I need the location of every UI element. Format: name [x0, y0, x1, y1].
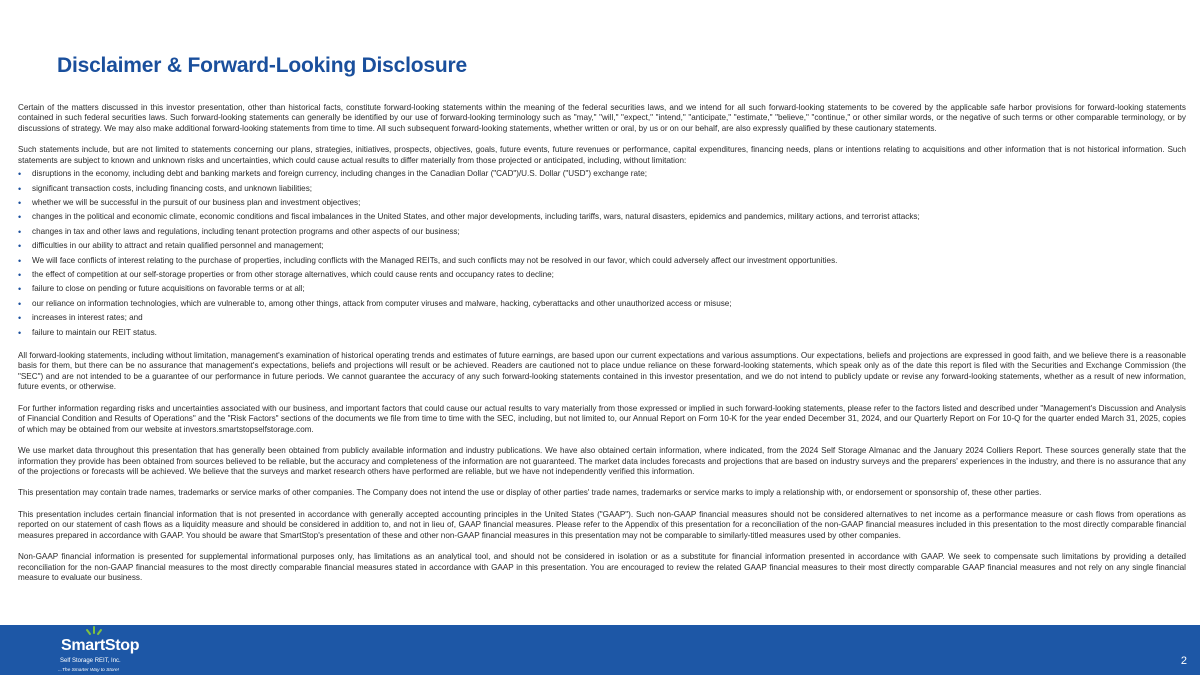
paragraph-non-gaap-limitations: Non-GAAP financial information is presented for supplemental informational purposes only, has limitations as an analytical tool, and should not be considered in isolation or as a substitute for financial information presented in accordance with GAAP. We seek to compensate such limitations by providing a detailed reconciliation for the non-GAAP financial measures to the most directly comparable financial measures stated in accordance with GAAP in this presentation. You are encouraged to review the related GAAP financial measures to their most directly comparable GAAP financial measures and not rely on any single financial measure to evaluate our business. [18, 552, 1186, 583]
bullet-icon: • [18, 241, 22, 252]
list-item [18, 268, 1186, 282]
bullet-icon: • [18, 198, 22, 209]
page-title: Disclaimer & Forward-Looking Disclosure [57, 54, 467, 77]
list-item-text: the effect of competition at our self-storage properties or from other storage alternatives, which could cause rents and occupancy rates to decline; [32, 270, 554, 279]
list-item [18, 326, 1186, 340]
footer-band [0, 625, 1200, 675]
bullet-icon: • [18, 284, 22, 295]
list-item-text: changes in the political and economic climate, economic conditions and fiscal imbalances in the United States, and other major developments, including tariffs, wars, natural disasters, epidemics and pandemics, military actions, and terrorist attacks; [32, 212, 920, 222]
list-item [18, 167, 1186, 181]
paragraph-non-gaap: This presentation includes certain financial information that is not presented in accordance with generally accepted accounting principles in the United States ("GAAP"). Such non-GAAP financial measures should not be considered alternatives to net income as a performance measure or cash flows from operations as reported on our statement of cash flows as a liquidity measure and should be considered in addition to, and not in lieu of, GAAP financial measures. Please refer to the Appendix of this presentation for a reconciliation of the non-GAAP financial measures included in this presentation to the most directly comparable financial measures prepared in accordance with GAAP. You should be aware that SmartStop's presentation of these and other non-GAAP financial measures in this presentation may not be comparable to similarly-titled measures used by other companies. [18, 509, 1186, 540]
list-item-text: disruptions in the economy, including debt and banking markets and foreign currency, including changes in the Canadian Dollar ("CAD")/U.S. Dollar ("USD") exchange rate; [32, 169, 648, 179]
list-item-text: changes in tax and other laws and regulations, including tenant protection programs and other aspects of our business; [32, 226, 460, 236]
logo-wordmark: SmartStop [61, 637, 140, 654]
spark-ray [98, 630, 101, 634]
bullet-icon: • [18, 270, 22, 280]
paragraph-further-info: For further information regarding risks and uncertainties associated with our business, and important factors that could cause our actual results to vary materially from those expressed or implied in such forward-looking statements, please refer to the factors listed and described under "Management's Discussion and Analysis of Financial Condition and Results of Operations" and the "Risk Factors" sections of the documents we file from time to time with the SEC, including, but not limited to, our Annual Report on Form 10-K for the year ended December 31, 2024, and our Quarterly Report on For 10-Q for the quarter ended March 31, 2025, copies of which may be obtained from our website at investors.smartstopselfstorage.com. [18, 403, 1186, 434]
list-item [18, 196, 1186, 210]
bullet-icon: • [18, 169, 22, 180]
bullet-icon: • [18, 327, 22, 338]
list-item-text: failure to maintain our REIT status. [32, 327, 157, 337]
bullet-icon: • [18, 298, 22, 309]
paragraph-expectations: All forward-looking statements, including without limitation, management's examination of historical operating trends and estimates of future earnings, are based upon our current expectations and various assumptions. Our expectations, beliefs and projections are expressed in good faith, and we believe there is a reasonable basis for them, but there can be no assurance that management's expectations, beliefs and projections will result or be achieved. Readers are cautioned not to place undue reliance on these forward-looking statements, which speak only as of the date this report is filed with the Securities and Exchange Commission (the "SEC") and are not intended to be a guarantee of our performance in future periods. We cannot guarantee the accuracy of any such forward-looking statements contained in this investor presentation, and we do not intend to publicly update or revise any forward-looking statements, whether as a result of new information, future events, or otherwise. [18, 350, 1186, 392]
risk-factor-list [18, 167, 1186, 340]
paragraph-risks-lead: Such statements include, but are not limited to statements concerning our plans, strategies, initiatives, prospects, objectives, goals, future events, future revenues or performance, capital expenditures, financing needs, plans or intentions relating to acquisitions and other information that is not historical information. Such statements are subject to known and unknown risks and uncertainties, which could cause actual results to differ materially from those projected or anticipated, including, without limitation: [18, 145, 1186, 165]
company-logo [0, 625, 198, 675]
list-item [18, 297, 1186, 311]
bullet-icon: • [18, 313, 22, 324]
list-item [18, 225, 1186, 239]
list-item [18, 311, 1186, 325]
bullet-icon: • [18, 255, 22, 266]
logo-subtitle: Self Storage REIT, Inc. [60, 658, 121, 664]
list-item-text: difficulties in our ability to attract and retain qualified personnel and management; [32, 241, 324, 251]
logo-tagline: ...The Smarter Way to Store! [58, 668, 119, 673]
bullet-icon: • [18, 183, 22, 194]
paragraph-intro: Certain of the matters discussed in this investor presentation, other than historical facts, constitute forward-looking statements within the meaning of the federal securities laws, and we intend for all such forward-looking statements to be covered by the applicable safe harbor provisions for forward-looking statements contained in such federal securities laws. Such forward-looking statements can generally be identified by our use of forward-looking terminology such as "may," "will," "expect," "intend," "anticipate," "estimate," "believe," "continue," or other similar words, or the negative of such terms or other comparable terminology, or by discussions of strategy. We may also make additional forward-looking statements from time to time. All such subsequent forward-looking statements, whether written or oral, by us or on our behalf, are also expressly qualified by these cautionary statements. [18, 103, 1186, 133]
list-item [18, 282, 1186, 296]
top-rule [0, 0, 1200, 4]
bullet-icon: • [18, 212, 22, 223]
paragraph-market-data: We use market data throughout this presentation that has generally been obtained from publicly available information and industry publications. We have also obtained certain information, where indicated, from the 2024 Self Storage Almanac and the January 2024 Colliers Report. These sources generally state that the information they provide has been obtained from sources believed to be reliable, but the accuracy and completeness of the information are not guaranteed. The market data includes forecasts and projections that are based on industry surveys and the preparers' experiences in the industry, and there is no assurance that any of the projections or forecasts will be achieved. We believe that the surveys and market research others have performed are reliable, but we have not independently verified this information. [18, 446, 1186, 477]
list-item [18, 210, 1186, 224]
page-number: 2 [1180, 655, 1187, 667]
list-item-text: whether we will be successful in the pursuit of our business plan and investment objectives; [32, 198, 361, 208]
spark-ray [87, 630, 90, 634]
list-item-text: our reliance on information technologies, which are vulnerable to, among other things, attack from computer viruses and malware, hacking, cyberattacks and other unauthorized access or misuse; [32, 298, 732, 308]
list-item [18, 182, 1186, 196]
list-item-text: significant transaction costs, including financing costs, and unknown liabilities; [32, 183, 313, 193]
list-item [18, 239, 1186, 253]
disclaimer-body [18, 103, 1186, 595]
bullet-icon: • [18, 226, 22, 237]
list-item [18, 254, 1186, 268]
list-item-text: We will face conflicts of interest relating to the purchase of properties, including conflicts with the Managed REITs, and such conflicts may not be resolved in our favor, which could adversely affect our investment opportunities. [32, 255, 838, 265]
list-item-text: failure to close on pending or future acquisitions on favorable terms or at all; [32, 284, 305, 294]
list-item-text: increases in interest rates; and [32, 313, 143, 323]
paragraph-trademarks: This presentation may contain trade names, trademarks or service marks of other companies. The Company does not intend the use or display of other parties' trade names, trademarks or service marks to imply a relationship with, or endorsement or sponsorship of, these other parties. [18, 488, 1042, 498]
